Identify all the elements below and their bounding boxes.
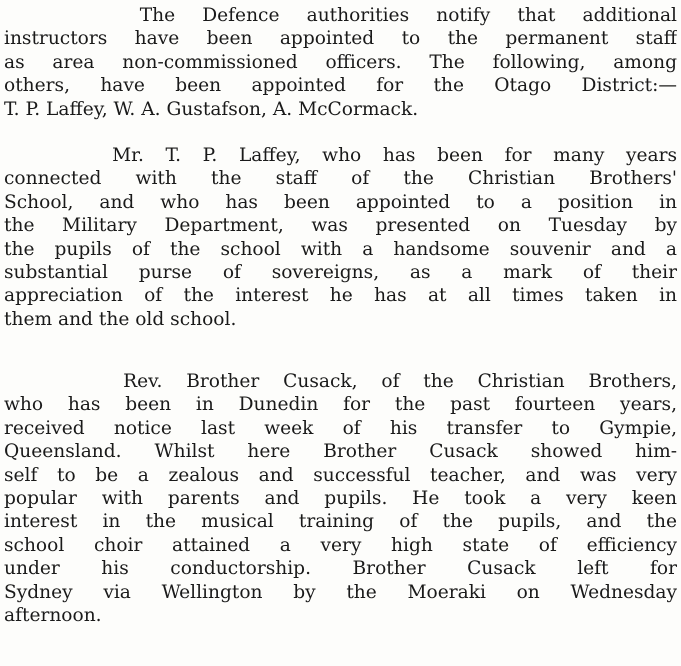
text-line: Mr. T. P. Laffey, who has been for many years [4,145,677,166]
text-line: self to be a zealous and successful teacher, and was very [4,464,677,486]
paragraph-defence-instructors [4,4,677,121]
text-line: instructors have been appointed to the permanent staff [4,28,677,50]
text-line: The Defence authorities notify that additional [4,5,677,26]
text-line: the pupils of the school with a handsome souvenir and a [4,238,677,260]
text-line: under his conductorship. Brother Cusack left for [4,558,677,580]
text-line: Sydney via Wellington by the Moeraki on Wednesday [4,581,677,603]
text-line: School, and who has been appointed to a position in [4,191,677,213]
text-line: afternoon. [4,604,102,626]
text-line: T. P. Laffey, W. A. Gustafson, A. McCormack. [4,98,419,120]
text-line: school choir attained a very high state of efficiency [4,534,677,556]
text-line: who has been in Dunedin for the past fourteen years, [4,394,677,416]
text-line: appreciation of the interest he has at all times taken in [4,285,677,307]
text-line: them and the old school. [4,308,237,330]
text-line: Rev. Brother Cusack, of the Christian Brothers, [4,371,677,392]
text-line: connected with the staff of the Christian Brothers' [4,168,677,190]
paragraph-brother-cusack [4,370,677,627]
text-line: Queensland. Whilst here Brother Cusack showed him- [4,441,677,463]
paragraph-laffey-presentation [4,144,677,331]
text-line: as area non-commissioned officers. The following, among [4,51,677,73]
text-line: others, have been appointed for the Otago District:— [4,75,677,97]
text-line: the Military Department, was presented on Tuesday by [4,215,677,237]
text-line: interest in the musical training of the pupils, and the [4,511,677,533]
text-line: received notice last week of his transfer to Gympie, [4,417,677,439]
text-line: popular with parents and pupils. He took a very keen [4,487,677,509]
text-line: substantial purse of sovereigns, as a mark of their [4,261,677,283]
